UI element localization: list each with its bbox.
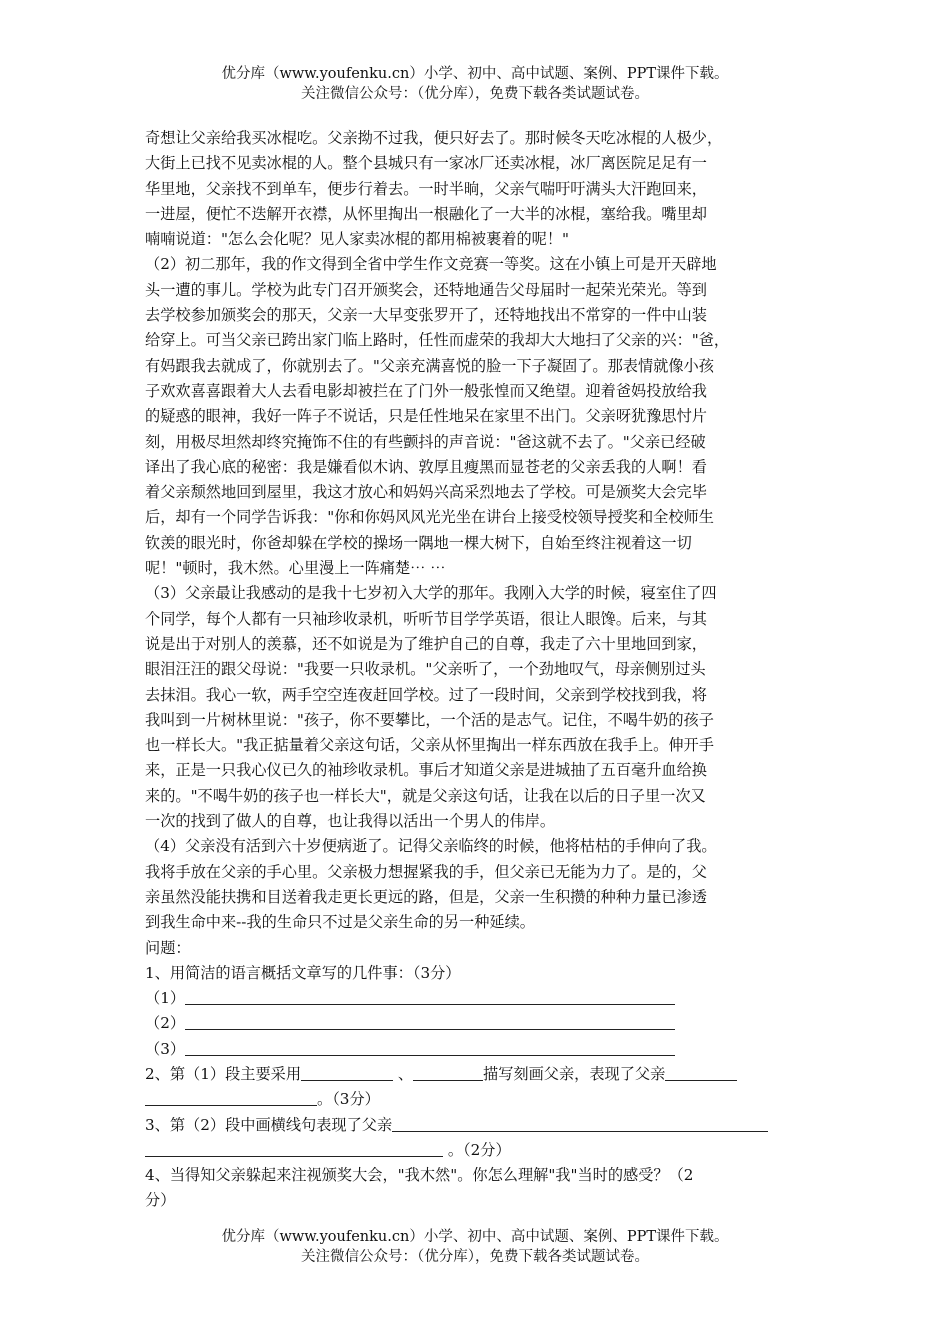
text-line: （2）初二那年，我的作文得到全省中学生作文竞赛一等奖。这在小镇上可是开天辟地 [145,255,717,274]
text-line: 一次的找到了做人的自尊，也让我得以活出一个男人的伟岸。 [145,812,556,831]
footer-line-1: 优分库（www.youfenku.cn）小学、初中、高中试题、案例、PPT课件下载。 [221,1229,729,1245]
text-line: 一进屋，便忙不迭解开衣襟，从怀里掏出一根融化了一大半的冰棍，塞给我。嘴里却 [145,204,707,223]
text-line: 也一样长大。"我正掂量着父亲这句话，父亲从怀里掏出一样东西放在我手上。伸开手 [145,736,714,755]
text-line: 头一遭的事儿。学校为此专门召开颁奖会，还特地通告父母届时一起荣光荣光。等到 [145,280,707,299]
question-1-item-1: （1） [145,986,805,1011]
answer-blank[interactable] [145,1139,443,1157]
document-body [145,126,805,1214]
text-line: 大街上已找不见卖冰棍的人。整个县城只有一家冰厂还卖冰棍，冰厂离医院足足有一 [145,154,707,173]
question-1-item-2: （2） [145,1011,805,1036]
text-line: 去学校参加颁奖会的那天，父亲一大早变张罗开了，还特地找出不常穿的一件中山装 [145,306,707,325]
question-4: 4、当得知父亲躲起来注视颁奖大会，"我木然"。你怎么理解"我"当时的感受？（2 [145,1166,694,1185]
text-line: 眼泪汪汪的跟父母说："我要一只收录机。"父亲听了，一个劲地叹气，母亲侧别过头 [145,660,706,679]
text-line: 有妈跟我去就成了，你就别去了。"父亲充满喜悦的脸一下子凝固了。那表情就像小孩 [145,356,714,375]
answer-blank[interactable] [413,1063,483,1081]
question-1: 1、用简洁的语言概括文章写的几件事：（3分） [145,963,461,982]
answer-blank[interactable] [392,1114,768,1132]
page-footer [0,1227,950,1267]
text-line: 喃喃说道："怎么会化呢？见人家卖冰棍的都用棉被裹着的呢！" [145,230,570,249]
article-text [145,126,805,961]
text-line: 后，却有一个同学告诉我："你和你妈风风光光坐在讲台上接受校领导授奖和全校师生 [145,508,714,527]
question-3: 3、第（2）段中画横线句表现了父亲 [145,1113,805,1138]
text-line: 给穿上。可当父亲已跨出家门临上路时，任性而虚荣的我却大大地扫了父亲的兴："爸， [145,331,730,350]
text-line: 我叫到一片树林里说："孩子，你不要攀比，一个活的是志气。记住，不喝牛奶的孩子 [145,710,714,729]
answer-blank[interactable] [185,1012,675,1030]
text-line: 呢！"顿时，我木然。心里漫上一阵痛楚⋯ ⋯ [145,559,446,578]
answer-blank[interactable] [185,987,675,1005]
text-line: 译出了我心底的秘密：我是嫌看似木讷、敦厚且瘦黑而显苍老的父亲丢我的人啊！看 [145,457,707,476]
header-line-2: 关注微信公众号：（优分库），免费下载各类试题试卷。 [301,86,649,102]
text-line: 子欢欢喜喜跟着大人去看电影却被拦在了门外一般张惶而又绝望。迎着爸妈投放给我 [145,381,707,400]
question-3-cont: 。（2分） [145,1138,805,1163]
question-1-item-3: （3） [145,1037,805,1062]
text-line: 来的。"不喝牛奶的孩子也一样长大"，就是父亲这句话，让我在以后的日子里一次又 [145,786,706,805]
footer-line-2: 关注微信公众号：（优分库），免费下载各类试题试卷。 [301,1249,649,1265]
text-line: 到我生命中来--我的生命只不过是父亲生命的另一种延续。 [145,913,535,932]
text-line: 奇想让父亲给我买冰棍吃。父亲拗不过我，便只好去了。那时候冬天吃冰棍的人极少， [145,129,723,147]
text-line: 去抹泪。我心一软，两手空空连夜赶回学校。过了一段时间，父亲到学校找到我，将 [145,685,707,704]
text-line: （4）父亲没有活到六十岁便病逝了。记得父亲临终的时候，他将枯枯的手伸向了我。 [145,837,717,856]
text-line: 问题： [145,938,191,957]
page-header [0,64,950,104]
question-2: 2、第（1）段主要采用 、 描写刻画父亲，表现了父亲 [145,1062,805,1087]
text-line: 的疑惑的眼神，我好一阵子不说话，只是任性地呆在家里不出门。父亲呀犹豫思忖片 [145,407,707,426]
text-line: 来，正是一只我心仪已久的袖珍收录机。事后才知道父亲是进城抽了五百毫升血给换 [145,761,707,780]
text-line: 说是出于对别人的羡慕，还不如说是为了维护自己的自尊，我走了六十里地回到家， [145,634,707,653]
answer-blank[interactable] [145,1088,317,1106]
header-line-1: 优分库（www.youfenku.cn）小学、初中、高中试题、案例、PPT课件下载。 [221,66,729,82]
text-line: 刻，用极尽坦然却终究掩饰不住的有些颤抖的声音说："爸这就不去了。"父亲已经破 [145,432,706,451]
text-line: 华里地，父亲找不到单车，便步行着去。一时半晌，父亲气喘吁吁满头大汗跑回来， [145,179,707,198]
text-line: 我将手放在父亲的手心里。父亲极力想握紧我的手，但父亲已无能为力了。是的，父 [145,862,707,881]
text-line: 钦羡的眼光时，你爸却躲在学校的操场一隅地一棵大树下，自始至终注视着这一切 [145,533,692,552]
text-line: 个同学，每个人都有一只袖珍收录机，听听节目学学英语，很让人眼馋。后来，与其 [145,609,707,628]
answer-blank[interactable] [665,1063,737,1081]
answer-blank[interactable] [301,1063,393,1081]
question-4-cont: 分） [145,1191,176,1210]
text-line: 亲虽然没能扶携和目送着我走更长更远的路，但是，父亲一生积攒的种种力量已渗透 [145,887,707,906]
text-line: （3）父亲最让我感动的是我十七岁初入大学的那年。我刚入大学的时候，寝室住了四 [145,584,717,603]
question-2-cont: 。（3分） [145,1087,805,1112]
text-line: 着父亲颓然地回到屋里，我这才放心和妈妈兴高采烈地去了学校。可是颁奖大会完毕 [145,483,707,502]
answer-blank[interactable] [185,1038,675,1056]
